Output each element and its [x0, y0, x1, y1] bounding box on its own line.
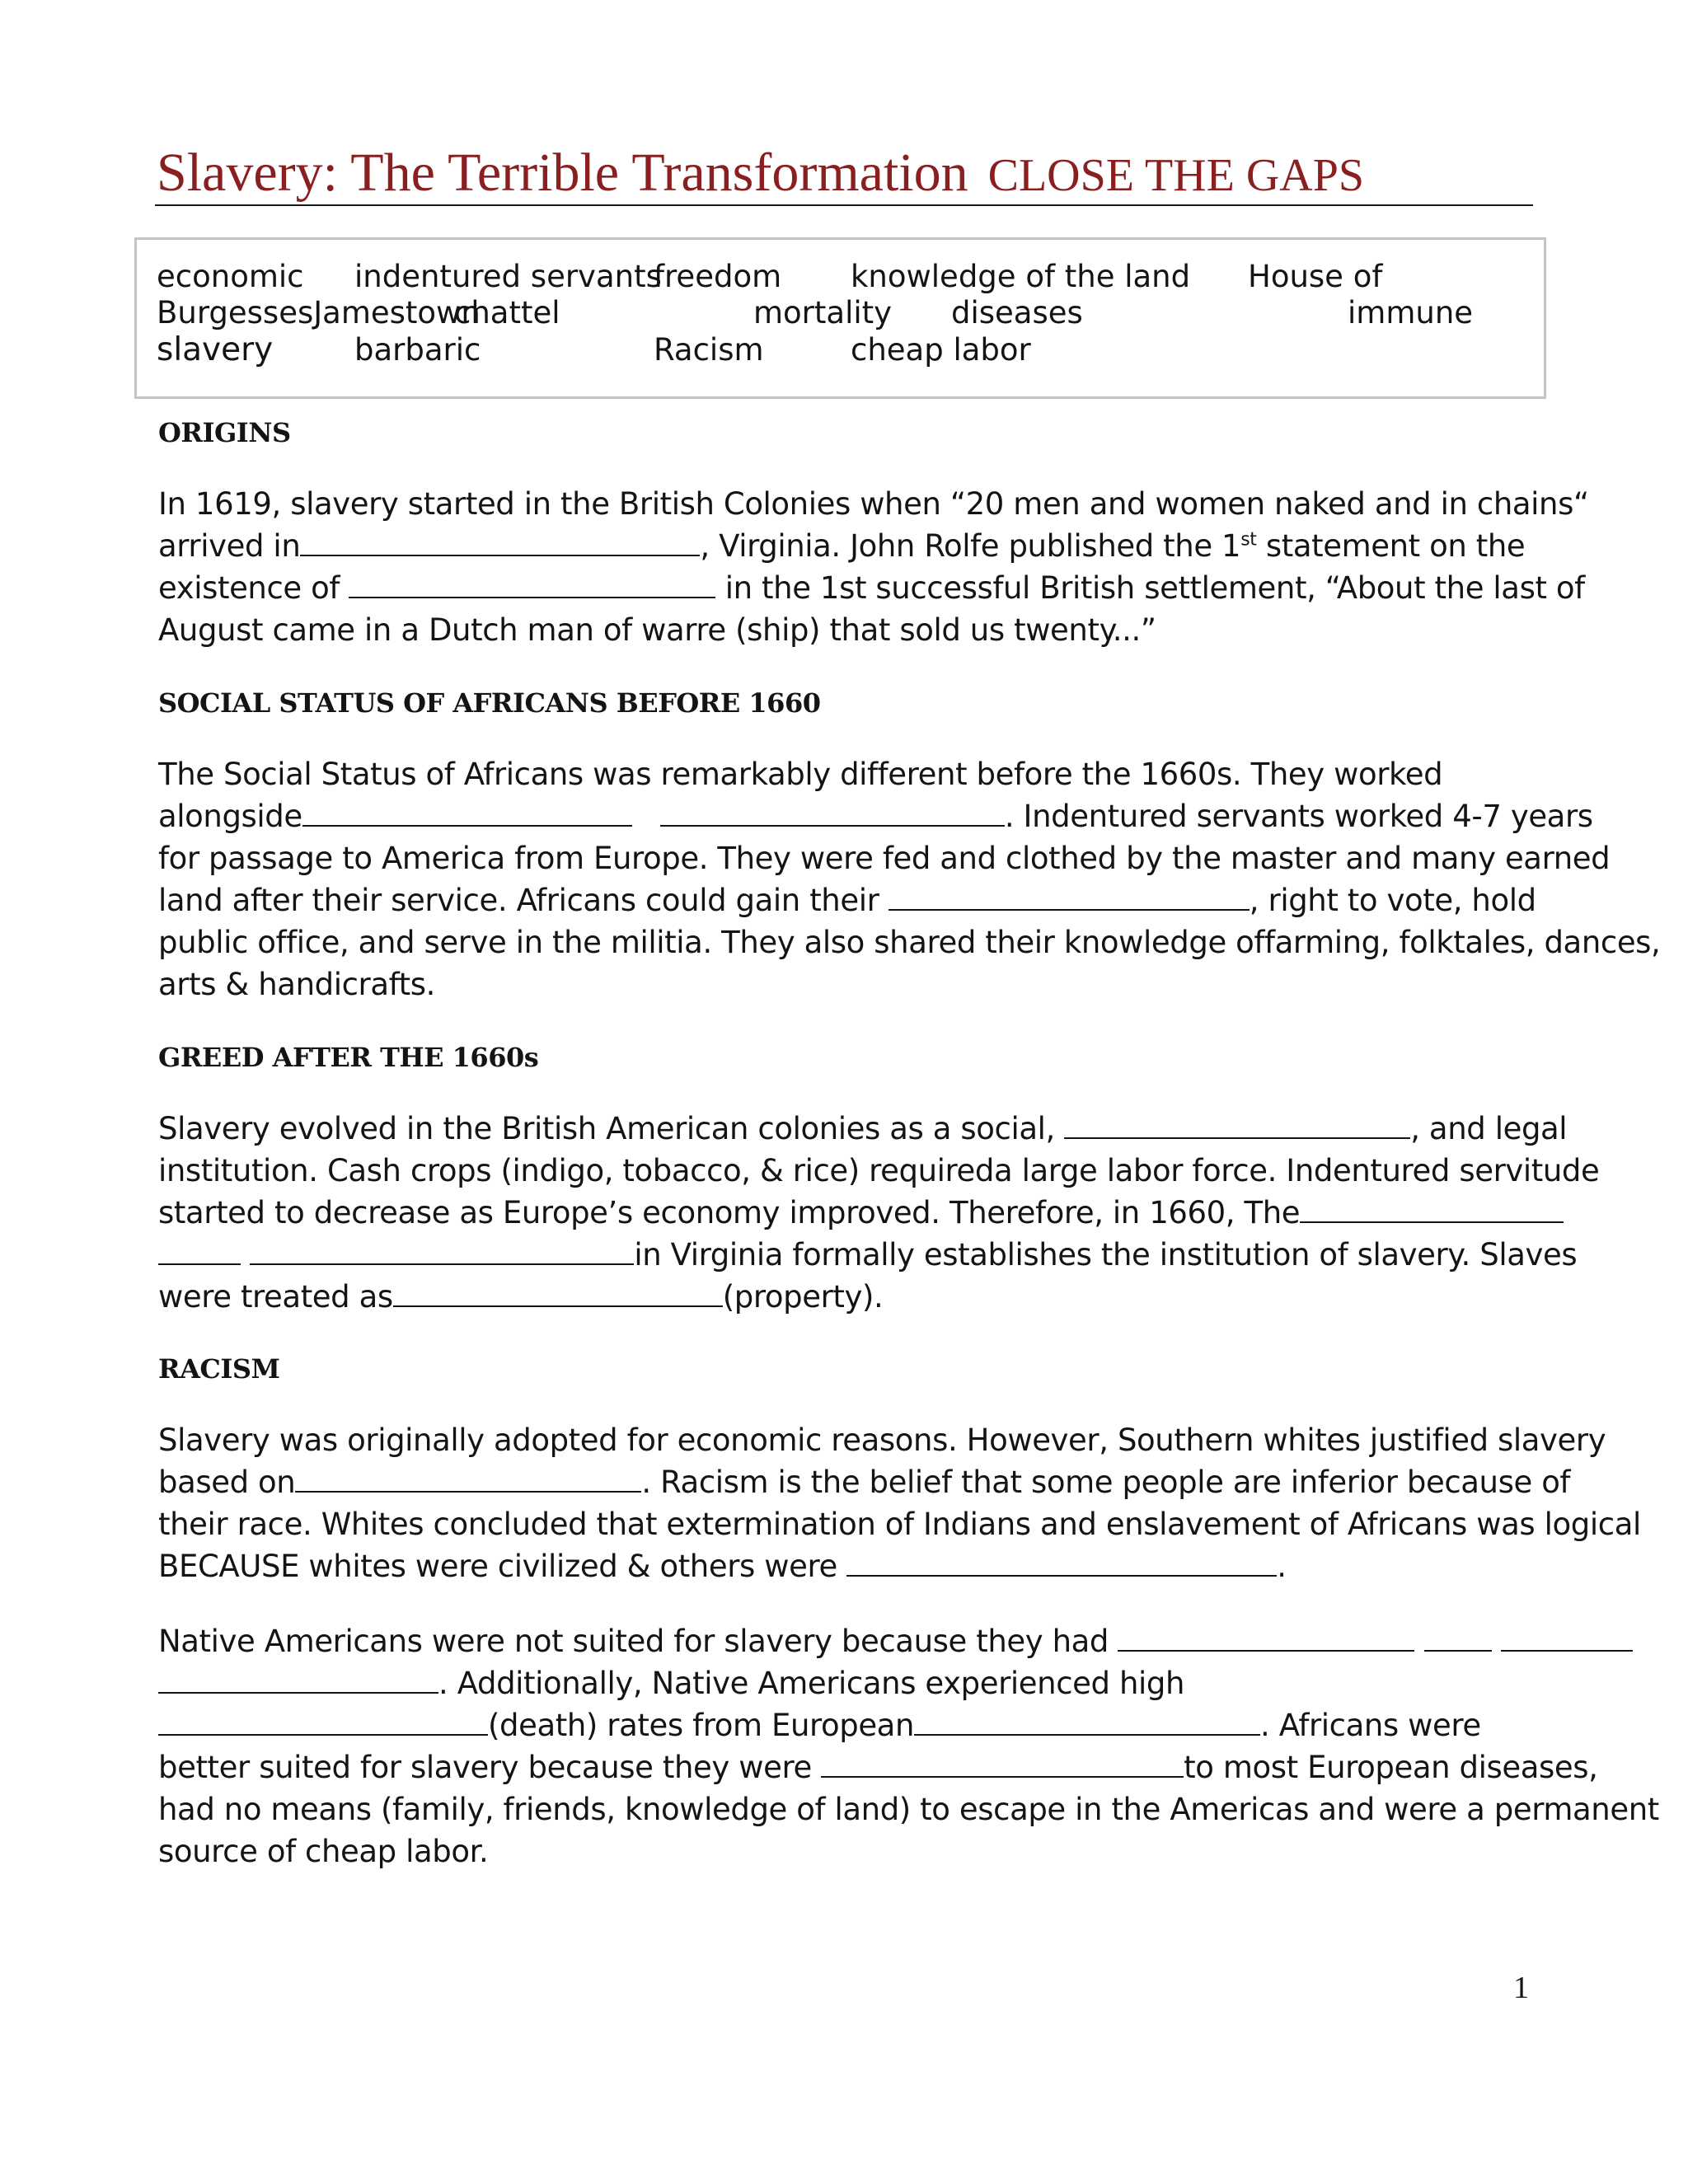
- answer-blank[interactable]: [295, 1463, 641, 1493]
- answer-blank[interactable]: [158, 1664, 438, 1694]
- social-status-paragraph: [158, 753, 1661, 1005]
- text-line: Native Americans were not suited for slavery because they had: [158, 1620, 1551, 1662]
- section-heading-racism: RACISM: [158, 1353, 280, 1385]
- greed-paragraph: [158, 1108, 1600, 1318]
- text-line: land after their service. Africans could gain their , right to vote, hold: [158, 883, 1536, 918]
- text-line: based on . Racism is the belief that some people are inferior because of: [158, 1465, 1571, 1500]
- word-bank: [134, 237, 1546, 399]
- title-text: Slavery: The Terrible Transformation: [157, 143, 968, 203]
- answer-blank[interactable]: [250, 1235, 634, 1265]
- word-bank-item: BurgessesJamestown: [157, 295, 481, 330]
- text-line: institution. Cash crops (indigo, tobacco, & rice) requireda large labor force. Indentured servitude: [158, 1153, 1600, 1188]
- text-line: arts & handicrafts.: [158, 967, 435, 1002]
- word-bank-item: knowledge of the land: [851, 259, 1191, 294]
- text-line: In 1619, slavery started in the British Colonies when “20 men and women naked and in chains“: [158, 486, 1589, 522]
- text-line: Slavery was originally adopted for economic reasons. However, Southern whites justified slavery: [158, 1422, 1606, 1458]
- text-line: better suited for slavery because they were to most European diseases,: [158, 1750, 1598, 1785]
- title-subtitle: CLOSE THE GAPS: [987, 150, 1364, 201]
- text-line: in Virginia formally establishes the institution of slavery. Slaves: [158, 1234, 1551, 1276]
- text-line: alongside . Indentured servants worked 4-7 years: [158, 799, 1593, 834]
- word-bank-item: slavery: [157, 331, 274, 368]
- answer-blank[interactable]: [1118, 1622, 1414, 1652]
- word-bank-item: indentured servants: [354, 259, 662, 294]
- answer-blank[interactable]: [846, 1547, 1277, 1577]
- word-bank-item: barbaric: [354, 332, 481, 368]
- page-title: [157, 140, 1533, 209]
- text-line: Slavery evolved in the British American colonies as a social, , and legal: [158, 1111, 1568, 1146]
- word-bank-item: immune: [1348, 295, 1474, 330]
- native-americans-paragraph: [158, 1620, 1659, 1872]
- page-number: 1: [1513, 1971, 1529, 2005]
- text-line: BECAUSE whites were civilized & others were .: [158, 1549, 1287, 1584]
- answer-blank[interactable]: [889, 881, 1250, 911]
- answer-blank[interactable]: [821, 1748, 1184, 1778]
- answer-blank[interactable]: [1064, 1109, 1410, 1139]
- section-heading-origins: ORIGINS: [158, 417, 291, 448]
- answer-blank[interactable]: [158, 1235, 241, 1265]
- answer-blank[interactable]: [393, 1277, 723, 1307]
- answer-blank[interactable]: [300, 527, 700, 556]
- word-bank-item: House of: [1248, 259, 1383, 294]
- answer-blank[interactable]: [1424, 1622, 1492, 1652]
- text-line: (death) rates from European . Africans were: [158, 1704, 1551, 1746]
- text-line: arrived in , Virginia. John Rolfe published the 1st statement on the: [158, 528, 1526, 564]
- racism-paragraph: [158, 1419, 1641, 1587]
- word-bank-item: chattel: [454, 295, 560, 330]
- origins-paragraph: [158, 483, 1589, 651]
- word-bank-item: cheap labor: [851, 332, 1031, 368]
- word-bank-item: mortality: [753, 295, 893, 330]
- answer-blank[interactable]: [914, 1706, 1260, 1736]
- text-line: for passage to America from Europe. They were fed and clothed by the master and many earned: [158, 841, 1611, 876]
- answer-blank[interactable]: [302, 797, 632, 827]
- answer-blank[interactable]: [1501, 1622, 1633, 1652]
- text-line: source of cheap labor.: [158, 1834, 489, 1869]
- text-line: existence of in the 1st successful British settlement, “About the last of: [158, 570, 1585, 606]
- section-heading-greed: GREED AFTER THE 1660s: [158, 1042, 539, 1073]
- title-underline: [155, 204, 1533, 206]
- text-line: The Social Status of Africans was remarkably different before the 1660s. They worked: [158, 757, 1443, 792]
- text-line: public office, and serve in the militia. They also shared their knowledge offarming, folktales, dances,: [158, 925, 1661, 960]
- word-bank-item: Racism: [654, 332, 764, 368]
- text-line: started to decrease as Europe’s economy improved. Therefore, in 1660, The: [158, 1192, 1551, 1234]
- text-line: . Additionally, Native Americans experienced high: [158, 1662, 1551, 1704]
- text-line: August came in a Dutch man of warre (ship) that sold us twenty...”: [158, 612, 1156, 648]
- text-line: were treated as (property).: [158, 1279, 884, 1315]
- word-bank-item: economic: [157, 259, 304, 294]
- text-line: had no means (family, friends, knowledge of land) to escape in the Americas and were a permanent: [158, 1792, 1659, 1827]
- answer-blank[interactable]: [1300, 1193, 1564, 1223]
- word-bank-item: freedom: [654, 259, 782, 294]
- answer-blank[interactable]: [158, 1706, 488, 1736]
- answer-blank[interactable]: [349, 569, 715, 598]
- answer-blank[interactable]: [660, 797, 1005, 827]
- word-bank-item: diseases: [951, 295, 1083, 330]
- text-line: their race. Whites concluded that extermination of Indians and enslavement of Africans was logical: [158, 1507, 1641, 1542]
- section-heading-social-status: SOCIAL STATUS OF AFRICANS BEFORE 1660: [158, 687, 821, 719]
